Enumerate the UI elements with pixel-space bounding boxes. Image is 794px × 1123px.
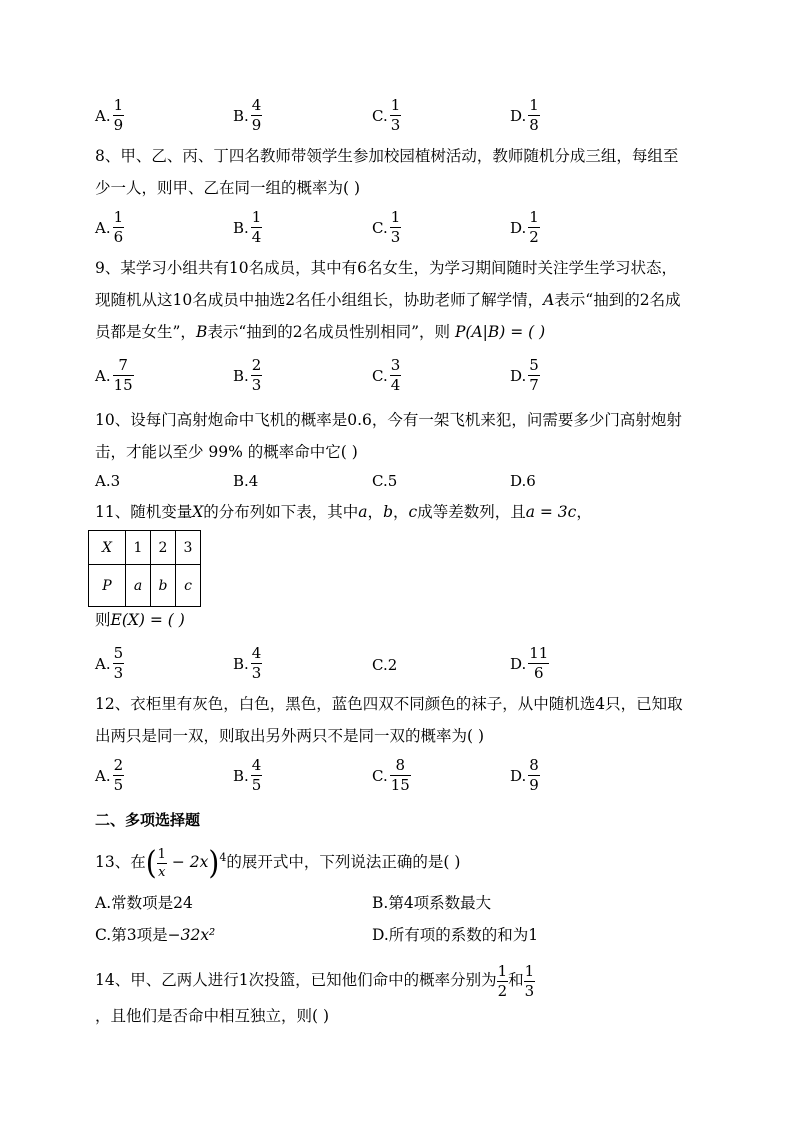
q10-option-a: A.3 [95, 472, 121, 490]
q8-option-c: C. $\frac{1}{3}$ [372, 208, 401, 246]
section-heading: 二、多项选择题 [95, 811, 201, 829]
q8-line2: 少一人，则甲、乙在同一组的概率为( ) [95, 179, 361, 197]
q9-option-a: A. $\frac{7}{15}$ [95, 356, 133, 394]
q11-option-a: A. $\frac{5}{3}$ [95, 644, 124, 682]
q8-option-d: D. $\frac{1}{2}$ [510, 208, 539, 246]
q8-line1: 8、甲、乙、丙、丁四名教师带领学生参加校园植树活动，教师随机分成三组，每组至 [95, 147, 679, 165]
q9-formula: P(A|B) = ( ) [454, 323, 546, 341]
q12-option-b: B. $\frac{4}{5}$ [233, 756, 262, 794]
q12-option-a: A. $\frac{2}{5}$ [95, 756, 124, 794]
q11-option-c: C.2 [372, 656, 398, 674]
q7-option-a: A. $\frac{1}{9}$ [95, 96, 124, 134]
q13-stem: 13、在( $\frac{1}{x}$ − 2x)$^4$的展开式中，下列说法正确的是( ) [95, 843, 461, 882]
q8-option-b: B. $\frac{1}{4}$ [233, 208, 262, 246]
q12-option-c: C. $\frac{8}{15}$ [372, 756, 410, 794]
q12-line2: 出两只是同一双，则取出另外两只不是同一双的概率为( ) [95, 727, 485, 745]
q12-option-d: D. $\frac{8}{9}$ [510, 756, 539, 794]
q7-option-b: B. $\frac{4}{9}$ [233, 96, 262, 134]
q9-line2: 现随机从这10名成员中抽选2名任小组组长，协助老师了解学情，A表示“抽到的2名成 [95, 291, 681, 309]
q11-line1: 11、随机变量X的分布列如下表，其中a，b，c成等差数列，且a = 3c， [95, 503, 592, 521]
table-row: P a b c [89, 565, 201, 607]
q11-option-d: D. $\frac{11}{6}$ [510, 644, 549, 682]
q13-option-d: D.所有项的系数的和为1 [372, 926, 539, 944]
q10-option-b: B.4 [233, 472, 259, 490]
q11-option-b: B. $\frac{4}{3}$ [233, 644, 262, 682]
q10-line2: 击，才能以至少 99% 的概率命中它( ) [95, 443, 358, 461]
q14-line2: ，且他们是否命中相互独立，则( ) [95, 1007, 330, 1025]
distribution-table [88, 530, 201, 607]
q9-line3: 员都是女生”，B表示“抽到的2名成员性别相同”，则 P(A|B) = ( ) [95, 323, 546, 341]
q13-option-c: C.第3项是−32x² [95, 926, 216, 944]
q7-option-c: C. $\frac{1}{3}$ [372, 96, 401, 134]
q11-line2: 则E(X) = ( ) [95, 611, 185, 629]
q13-option-b: B.第4项系数最大 [372, 894, 492, 912]
left-paren-icon: ( [145, 843, 157, 882]
q10-option-d: D.6 [510, 472, 536, 490]
q8-option-a: A. $\frac{1}{6}$ [95, 208, 124, 246]
table-row: X 1 2 3 [89, 531, 201, 565]
q9-option-d: D. $\frac{5}{7}$ [510, 356, 539, 394]
q10-line1: 10、设每门高射炮命中飞机的概率是0.6，今有一架飞机来犯，问需要多少门高射炮射 [95, 411, 682, 429]
right-paren-icon: ) [208, 843, 220, 882]
q7-option-d: D. $\frac{1}{8}$ [510, 96, 539, 134]
q9-option-b: B. $\frac{2}{3}$ [233, 356, 262, 394]
q9-option-c: C. $\frac{3}{4}$ [372, 356, 401, 394]
q10-option-c: C.5 [372, 472, 398, 490]
q14-line1: 14、甲、乙两人进行1次投篮，已知他们命中的概率分别为 $\frac{1}{2}$ 和 $\frac{1}{3}$ [95, 961, 535, 1000]
q13-option-a: A.常数项是24 [95, 894, 193, 912]
q9-line1: 9、某学习小组共有10名成员，其中有6名女生，为学习期间随时关注学生学习状态， [95, 259, 677, 277]
q12-line1: 12、衣柜里有灰色，白色，黑色，蓝色四双不同颜色的袜子，从中随机选4只，已知取 [95, 695, 683, 713]
